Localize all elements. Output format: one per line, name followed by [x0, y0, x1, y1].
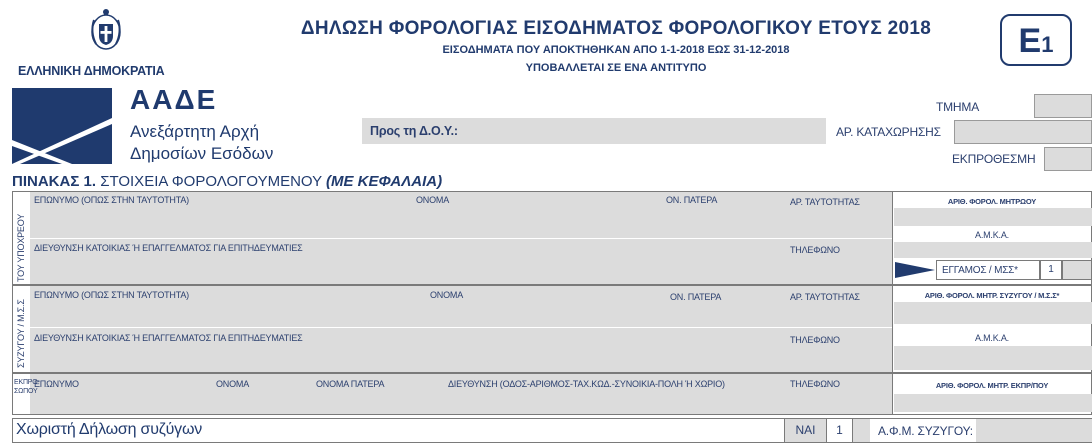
- afm-label: ΑΡΙΘ. ΦΟΡΟΛ. ΜΗΤΡΩΟΥ: [947, 197, 1037, 206]
- rep-phone-label: ΤΗΛΕΦΩΝΟ: [790, 379, 840, 389]
- amka-field[interactable]: [894, 242, 1092, 258]
- id-label: ΑΡ. ΤΑΥΤΟΤΗΤΑΣ: [790, 197, 860, 207]
- republic-label: ΕΛΛΗΝΙΚΗ ΔΗΜΟΚΡΑΤΙΑ: [18, 64, 165, 78]
- ekprothesmi-field[interactable]: [1044, 147, 1092, 171]
- aade-line2: Δημοσίων Εσόδων: [130, 144, 274, 163]
- ekprothesmi-label: ΕΚΠΡΟΘΕΣΜΗ: [952, 152, 1036, 166]
- separate-declaration-label: Χωριστή Δήλωση συζύγων: [16, 421, 203, 438]
- surname-label: ΕΠΩΝΥΜΟ (ΟΠΩΣ ΣΤΗΝ ΤΑΥΤΟΤΗΤΑ): [34, 195, 189, 205]
- married-field[interactable]: [1062, 260, 1092, 280]
- spouse-father-label: ΟΝ. ΠΑΤΕΡΑ: [670, 292, 722, 302]
- ar-kataxorisis-field[interactable]: [954, 120, 1092, 144]
- rep-father-label: ΟΝΟΜΑ ΠΑΤΕΡΑ: [316, 379, 385, 389]
- spouse-afm-field[interactable]: [894, 302, 1092, 324]
- rep-surname-label: ΕΠΩΝΥΜΟ: [34, 379, 79, 389]
- married-code: 1: [1040, 260, 1062, 280]
- spouse-address-label: ΔΙΕΥΘΥΝΣΗ ΚΑΤΟΙΚΙΑΣ Ή ΕΠΑΓΓΕΛΜΑΤΟΣ ΓΙΑ ΕΠΙΤΗΔΕΥΜΑΤΙΕΣ: [34, 333, 303, 343]
- table1-title-bold: ΠΙΝΑΚΑΣ 1.: [12, 173, 97, 190]
- form-subtitle-2: ΥΠΟΒΑΛΛΕΤΑΙ ΣΕ ΕΝΑ ΑΝΤΙΤΥΠΟ: [525, 62, 707, 74]
- form-code-badge: [1000, 14, 1072, 66]
- form-code: Ε: [1018, 22, 1042, 60]
- rep-afm-field[interactable]: [894, 394, 1092, 412]
- spouse-amka-label: Α.Μ.Κ.Α.: [975, 333, 1009, 343]
- spouse-name-label: ΟΝΟΜΑ: [430, 290, 464, 300]
- nai-code: 1: [826, 419, 852, 442]
- side-label-taxpayer: ΤΟΥ ΥΠΟΧΡΕΟΥ: [16, 213, 26, 282]
- spouse-id-label: ΑΡ. ΤΑΥΤΟΤΗΤΑΣ: [790, 292, 860, 302]
- form-subtitle-1: ΕΙΣΟΔΗΜΑΤΑ ΠΟΥ ΑΠΟΚΤΗΘΗΚΑΝ ΑΠΟ 1-1-2018 ΕΩΣ 31-12-2018: [442, 44, 790, 56]
- afm-spouse-field[interactable]: [976, 419, 1092, 442]
- tmima-label: ΤΜΗΜΑ: [936, 100, 979, 114]
- nai-label: ΝΑΙ: [784, 419, 826, 442]
- spouse-phone-label: ΤΗΛΕΦΩΝΟ: [790, 335, 840, 345]
- form-title: ΔΗΛΩΣΗ ΦΟΡΟΛΟΓΙΑΣ ΕΙΣΟΔΗΜΑΤΟΣ ΦΟΡΟΛΟΓΙΚΟΥ ΕΤΟΥΣ 2018: [300, 18, 932, 39]
- tmima-field[interactable]: [1034, 94, 1092, 118]
- side-label-rep-2: ΣΩΠΟΥ: [14, 388, 38, 395]
- spouse-amka-field[interactable]: [894, 346, 1092, 370]
- table1-title-italic: (ΜΕ ΚΕΦΑΛΑΙΑ): [326, 173, 443, 190]
- table1-title: [12, 173, 442, 190]
- afm-field[interactable]: [894, 208, 1092, 226]
- rep-name-label: ΟΝΟΜΑ: [216, 379, 250, 389]
- phone-label: ΤΗΛΕΦΩΝΟ: [790, 245, 840, 255]
- aade-short: ΑΑΔΕ: [130, 84, 218, 115]
- aade-logo-icon: [12, 88, 112, 164]
- name-label: ΟΝΟΜΑ: [416, 195, 450, 205]
- rep-address-label: ΔΙΕΥΘΥΝΣΗ (ΟΔΟΣ-ΑΡΙΘΜΟΣ-ΤΑΧ.ΚΩΔ.-ΣΥΝΟΙΚΙΑ-ΠΟΛΗ Ή ΧΩΡΙΟ): [448, 379, 725, 389]
- address-label: ΔΙΕΥΘΥΝΣΗ ΚΑΤΟΙΚΙΑΣ Ή ΕΠΑΓΓΕΛΜΑΤΟΣ ΓΙΑ ΕΠΙΤΗΔΕΥΜΑΤΙΕΣ: [34, 243, 303, 253]
- ar-kataxorisis-label: ΑΡ. ΚΑΤΑΧΩΡΗΣΗΣ: [836, 125, 941, 139]
- afm-spouse-label: Α.Φ.Μ. ΣΥΖΥΓΟΥ:: [878, 424, 973, 438]
- doy-label: Προς τη Δ.Ο.Υ.:: [370, 124, 458, 138]
- form-code-num: 1: [1041, 32, 1054, 57]
- rep-afm-label: ΑΡΙΘ. ΦΟΡΟΛ. ΜΗΤΡ. ΕΚΠΡ/ΠΟΥ: [935, 381, 1049, 390]
- table1-title-rest: ΣΤΟΙΧΕΙΑ ΦΟΡΟΛΟΓΟΥΜΕΝΟΥ: [100, 173, 322, 190]
- spouse-afm-label: ΑΡΙΘ. ΦΟΡΟΛ. ΜΗΤΡ. ΣΥΖΥΓΟΥ / Μ.Σ.Σ*: [924, 291, 1060, 300]
- aade-line1: Ανεξάρτητη Αρχή: [130, 122, 260, 141]
- side-label-spouse: ΣΥΖΥΓΟΥ / Μ.Σ.Σ: [16, 299, 26, 368]
- spouse-surname-label: ΕΠΩΝΥΜΟ (ΟΠΩΣ ΣΤΗΝ ΤΑΥΤΟΤΗΤΑ): [34, 290, 189, 300]
- arrow-right-icon: [895, 262, 935, 278]
- amka-label: Α.Μ.Κ.Α.: [975, 230, 1009, 240]
- side-label-rep-1: ΕΚΠΡΟ-: [14, 379, 40, 386]
- father-label: ΟΝ. ΠΑΤΕΡΑ: [666, 195, 718, 205]
- coat-of-arms-icon: [86, 6, 126, 54]
- nai-checkbox[interactable]: [852, 419, 870, 442]
- married-label: ΕΓΓΑΜΟΣ / ΜΣΣ*: [942, 265, 1018, 276]
